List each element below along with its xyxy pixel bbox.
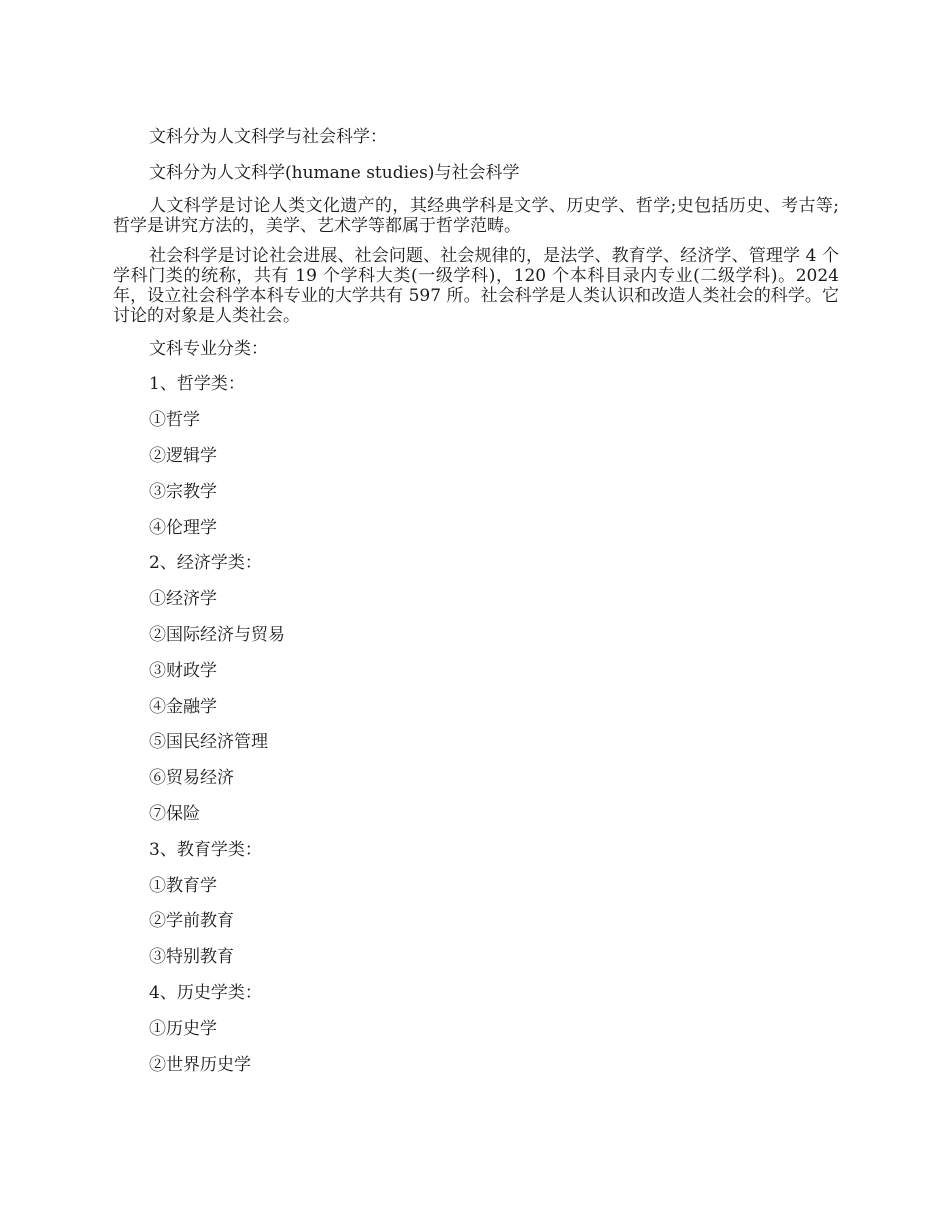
major-classification-heading: 文科专业分类： (149, 338, 268, 359)
list-item: ⑥贸易经济 (149, 768, 234, 789)
list-item: ②逻辑学 (149, 445, 217, 466)
list-item: ①哲学 (149, 410, 200, 431)
social-science-paragraph: 社会科学是讨论社会进展、社会问题、社会规律的，是法学、教育学、经济学、管理学 4 个学科门类的统称，共有 19 个学科大类(一级学科)，120 个本科目录内专业(二级学科)。2024 年，设立社会科学本科专业的大学共有 597 所。社会科学是人类认识和改造人类社会的科学。它讨论的对象是人类社会。 (113, 245, 839, 326)
list-item: ②世界历史学 (149, 1054, 251, 1075)
category-education: 3、教育学类： (149, 839, 262, 860)
list-item: ③宗教学 (149, 481, 217, 502)
category-history: 4、历史学类： (149, 982, 262, 1003)
list-item: ③财政学 (149, 660, 217, 681)
list-item: ⑦保险 (149, 803, 200, 824)
list-item: ④金融学 (149, 696, 217, 717)
category-philosophy: 1、哲学类： (149, 374, 245, 395)
intro-line: 文科分为人文科学与社会科学： (149, 127, 387, 147)
document-body (113, 124, 839, 1087)
list-item: ①经济学 (149, 589, 217, 610)
list-item: ①历史学 (149, 1018, 217, 1039)
list-item: ④伦理学 (149, 517, 217, 538)
list-item: ③特别教育 (149, 947, 234, 968)
list-item: ①教育学 (149, 875, 217, 896)
intro-subline: 文科分为人文科学(humane studies)与社会科学 (149, 162, 520, 183)
humanities-paragraph: 人文科学是讨论人类文化遗产的，其经典学科是文学、历史学、哲学;史包括历史、考古等;哲学是讲究方法的，美学、艺术学等都属于哲学范畴。 (113, 195, 839, 236)
list-item: ⑤国民经济管理 (149, 732, 268, 753)
list-item: ②国际经济与贸易 (149, 624, 285, 645)
category-economics: 2、经济学类： (149, 553, 262, 574)
list-item: ②学前教育 (149, 911, 234, 932)
